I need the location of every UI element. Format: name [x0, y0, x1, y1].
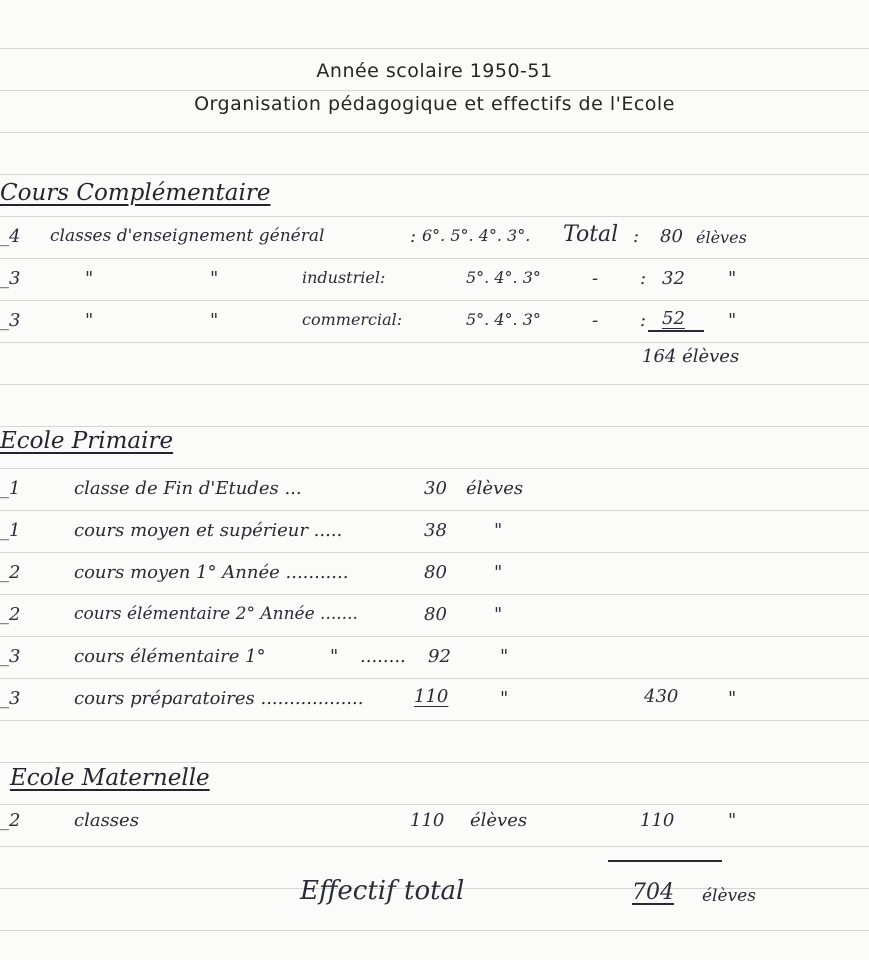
grand-total-rule	[608, 860, 722, 862]
ditto-mark: "	[330, 646, 339, 667]
ditto-mark: "	[500, 688, 509, 709]
row-student-count: 32	[662, 268, 685, 289]
organisation-subtitle: Organisation pédagogique et effectifs de l'Ecole	[194, 93, 675, 115]
ditto-mark: "	[500, 646, 509, 667]
row-dots: ........	[360, 646, 406, 667]
ditto-mark: "	[728, 310, 737, 331]
row-description: cours moyen 1° Année ...........	[74, 562, 349, 583]
cc-subtotal: 164 élèves	[642, 346, 740, 367]
ditto-mark: "	[494, 604, 503, 625]
row-description: classes d'enseignement général	[50, 226, 325, 246]
row-count: _1	[0, 520, 21, 541]
ditto-mark: "	[494, 562, 503, 583]
row-description: classes	[74, 810, 139, 831]
row-count: _2	[0, 810, 21, 831]
row-student-count: 110	[410, 810, 445, 831]
row-student-count: 110	[414, 686, 449, 707]
row-count: _2	[0, 604, 21, 625]
row-count: _3	[0, 688, 21, 709]
row-unit: élèves	[470, 810, 528, 831]
ditto-mark: "	[210, 268, 219, 289]
ditto-mark: "	[85, 310, 94, 331]
effectif-total-label: Effectif total	[300, 876, 465, 906]
row-description: cours moyen et supérieur .....	[74, 520, 343, 541]
row-dash: -	[592, 310, 599, 331]
row-grades: 6°. 5°. 4°. 3°.	[422, 226, 531, 245]
subtotal-underline	[648, 330, 704, 332]
row-grades: 5°. 4°. 3°	[466, 310, 541, 329]
row-unit: élèves	[696, 228, 747, 247]
row-colon: :	[633, 226, 640, 247]
row-description: commercial:	[302, 310, 403, 329]
row-separator: :	[410, 226, 417, 247]
primaire-total: 430	[644, 686, 679, 707]
row-student-count: 52	[662, 308, 685, 329]
row-student-count: 80	[424, 604, 447, 625]
row-student-count: 80	[660, 226, 683, 247]
section-heading-cours-complementaire: Cours Complémentaire	[0, 180, 271, 206]
ditto-mark: "	[728, 268, 737, 289]
row-student-count: 92	[428, 646, 451, 667]
row-dash: -	[592, 268, 599, 289]
row-count: _1	[0, 478, 21, 499]
ditto-mark: "	[728, 810, 737, 831]
row-count: _2	[0, 562, 21, 583]
row-description: classe de Fin d'Etudes ...	[74, 478, 302, 499]
row-grades: 5°. 4°. 3°	[466, 268, 541, 287]
row-count: _3	[0, 268, 21, 289]
row-total-label: Total	[563, 222, 619, 247]
section-heading-ecole-primaire: Ecole Primaire	[0, 428, 174, 454]
maternelle-total: 110	[640, 810, 675, 831]
row-unit: élèves	[466, 478, 524, 499]
row-count: _3	[0, 310, 21, 331]
school-year-title: Année scolaire 1950-51	[316, 60, 553, 82]
row-colon: :	[640, 310, 647, 331]
ditto-mark: "	[210, 310, 219, 331]
row-description: cours élémentaire 2° Année .......	[74, 604, 358, 624]
row-student-count: 30	[424, 478, 447, 499]
row-count: _4	[0, 226, 21, 247]
ditto-mark: "	[85, 268, 94, 289]
ditto-mark: "	[728, 688, 737, 709]
section-heading-ecole-maternelle: Ecole Maternelle	[10, 765, 210, 791]
row-count: _3	[0, 646, 21, 667]
row-description: industriel:	[302, 268, 386, 287]
ditto-mark: "	[494, 520, 503, 541]
row-student-count: 80	[424, 562, 447, 583]
effectif-total-unit: élèves	[702, 886, 756, 906]
row-description: cours préparatoires ..................	[74, 688, 364, 709]
effectif-total-value: 704	[632, 880, 674, 905]
row-colon: :	[640, 268, 647, 289]
row-student-count: 38	[424, 520, 447, 541]
row-description: cours élémentaire 1°	[74, 646, 266, 667]
